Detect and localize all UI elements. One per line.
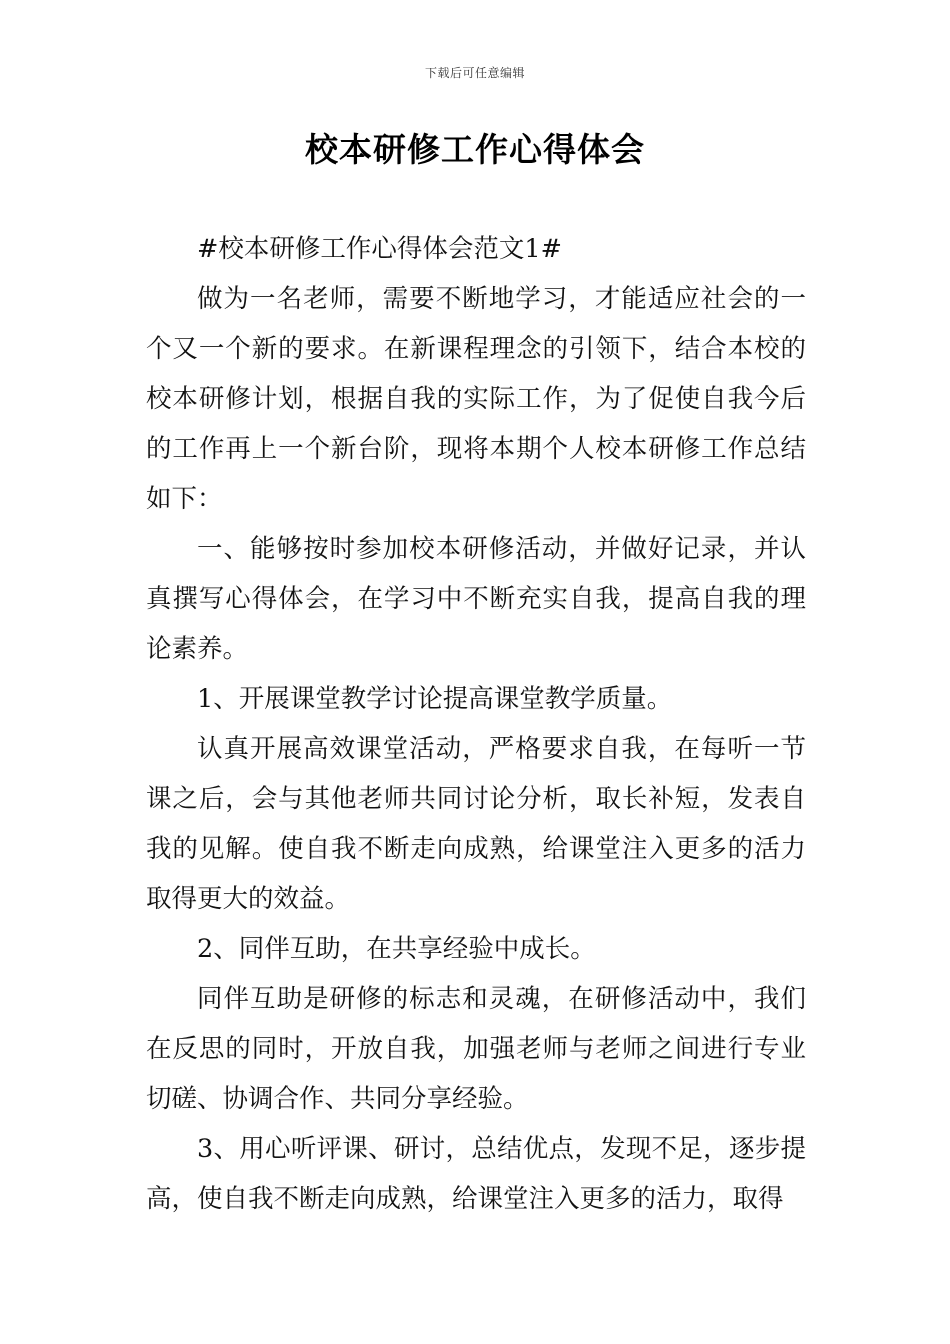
paragraph-item-1-body: 认真开展高效课堂活动，严格要求自我，在每听一节课之后，会与其他老师共同讨论分析，取长补短，发表自我的见解。使自我不断走向成熟，给课堂注入更多的活力取得更大的效益。	[146, 734, 806, 914]
paragraph-item-1-heading: 1、开展课堂教学讨论提高课堂教学质量。	[197, 684, 673, 714]
paragraph-item-2-heading: 2、同伴互助，在共享经验中成长。	[197, 934, 596, 964]
paragraph-item-2-body: 同伴互助是研修的标志和灵魂，在研修活动中，我们在反思的同时，开放自我，加强老师与老师之间进行专业切磋、协调合作、共同分享经验。	[146, 984, 806, 1114]
header-note: 下载后可任意编辑	[424, 66, 525, 80]
paragraph-intro: 做为一名老师，需要不断地学习，才能适应社会的一个又一个新的要求。在新课程理念的引领下，结合本校的校本研修计划，根据自我的实际工作，为了促使自我今后的工作再上一个新台阶，现将本期个人校本研修工作总结如下：	[146, 284, 806, 514]
paragraph-heading-sample-1: #校本研修工作心得体会范文1#	[197, 234, 562, 264]
document-title: 校本研修工作心得体会	[305, 130, 645, 169]
paragraph-item-3: 3、用心听评课、研讨，总结优点，发现不足，逐步提高，使自我不断走向成熟，给课堂注入更多的活力，取得	[146, 1134, 806, 1214]
paragraph-section-one: 一、能够按时参加校本研修活动，并做好记录，并认真撰写心得体会，在学习中不断充实自我，提高自我的理论素养。	[146, 534, 806, 664]
document-body	[146, 224, 806, 1224]
